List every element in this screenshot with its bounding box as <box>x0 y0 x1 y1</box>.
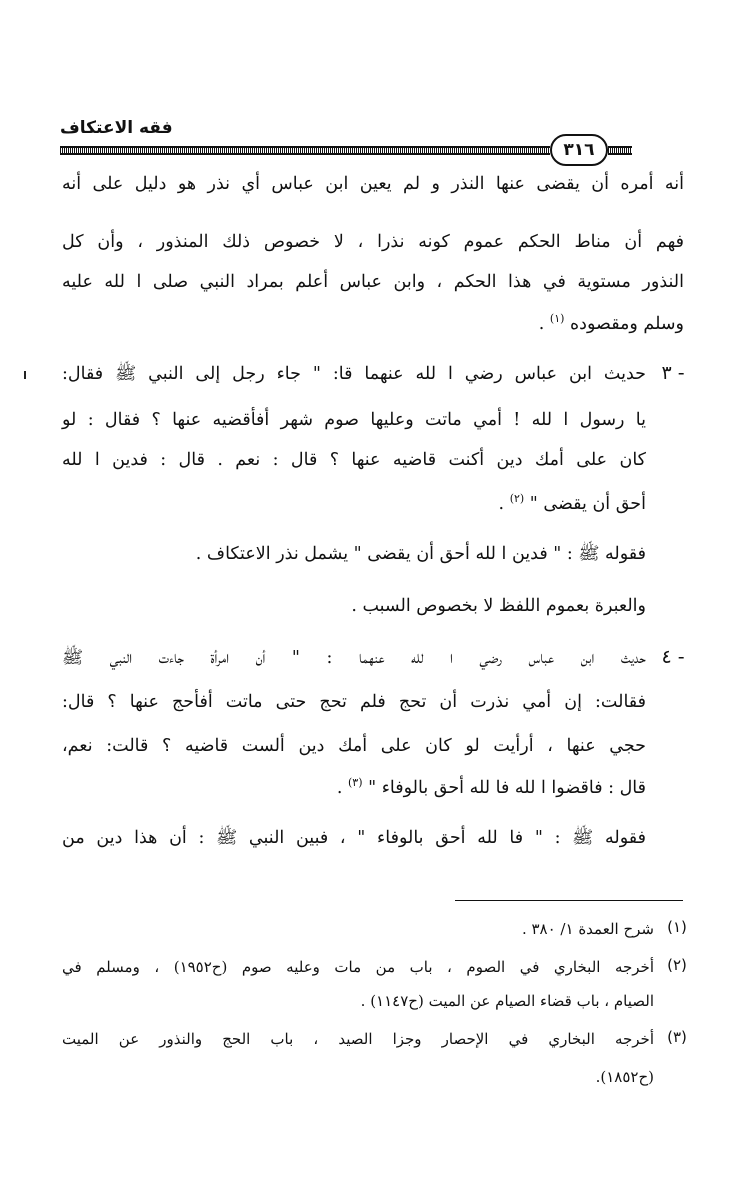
body-text: قال : فاقضوا ا لله فا لله أحق بالوفاء " <box>368 778 646 798</box>
running-head-title: فقه الاعتكاف <box>60 118 173 138</box>
footnote-number: (١) <box>667 918 687 936</box>
body-line: فهم أن مناط الحكم عموم كونه نذرا ، لا خصوص ذلك المنذور ، وأن كل <box>62 232 684 252</box>
list-item-line-last <box>499 492 646 518</box>
footnote-text: (ح١٨٥٢). <box>595 1068 654 1086</box>
page-number: ٣١٦ <box>550 134 608 166</box>
header-rule-end <box>608 146 632 155</box>
footnote-rule <box>455 900 683 901</box>
footnote-number: (٢) <box>667 956 687 974</box>
list-number: ٤ - <box>661 646 685 668</box>
list-item-line: كان على أمك دين أكنت قاضيه عنها ؟ قال : نعم . قال : فدين ا لله <box>62 450 646 470</box>
header-rule <box>60 146 550 155</box>
footnote-text: الصيام ، باب قضاء الصيام عن الميت (ح١١٤٧) . <box>360 992 654 1010</box>
period: . <box>538 314 545 334</box>
list-item-line: حديث ابن عباس رضي ا لله عنهما : " أن امرأة جاءت النبي ﷺ <box>62 648 646 668</box>
footnote-ref: (٢) <box>509 492 525 505</box>
body-line: أنه أمره أن يقضى عنها النذر و لم يعين ابن عباس أي نذر هو دليل على أنه <box>62 174 684 194</box>
list-item-line: يا رسول ا لله ! أمي ماتت وعليها صوم شهر أفأقضيه عنها ؟ فقال : لو <box>62 410 646 430</box>
body-line: النذور مستوية في هذا الحكم ، وابن عباس أعلم بمراد النبي صلى ا لله عليه <box>62 272 684 292</box>
period: . <box>498 494 505 514</box>
footnote-text: أخرجه البخاري في الصوم ، باب من مات وعليه صوم (ح١٩٥٢) ، ومسلم في <box>62 958 654 976</box>
list-item-line: حديث ابن عباس رضي ا لله عنهما قا: " جاء رجل إلى النبي ﷺ فقال: <box>62 364 646 384</box>
body-text: أحق أن يقضى " <box>529 494 646 514</box>
footnote-ref: (٣) <box>347 776 363 789</box>
footnote-text: أخرجه البخاري في الإحصار وجزا الصيد ، باب الحج والنذور عن الميت <box>62 1030 654 1048</box>
list-item-line-last <box>337 776 646 802</box>
body-text: وسلم ومقصوده <box>570 314 684 334</box>
body-line: والعبرة بعموم اللفظ لا بخصوص السبب . <box>351 596 646 616</box>
body-line: فقوله ﷺ : " فا لله أحق بالوفاء " ، فبين النبي ﷺ : أن هذا دين من <box>62 828 646 848</box>
list-number: ٣ - <box>661 362 685 384</box>
list-item-line: حجي عنها ، أرأيت لو كان على أمك دين ألست قاضيه ؟ قالت: نعم، <box>62 736 646 756</box>
body-line-last <box>539 312 684 338</box>
body-line: فقوله ﷺ : " فدين ا لله أحق أن يقضى " يشمل نذر الاعتكاف . <box>195 544 646 564</box>
period: . <box>336 778 343 798</box>
footnote-number: (٣) <box>667 1028 687 1046</box>
list-item-line: فقالت: إن أمي نذرت أن تحج فلم تحج حتى ماتت أفأحج عنها ؟ قال: <box>62 692 646 712</box>
margin-mark <box>24 371 26 379</box>
footnote-ref: (١) <box>549 312 565 325</box>
footnote-text: شرح العمدة ١/ ٣٨٠ . <box>521 920 654 938</box>
